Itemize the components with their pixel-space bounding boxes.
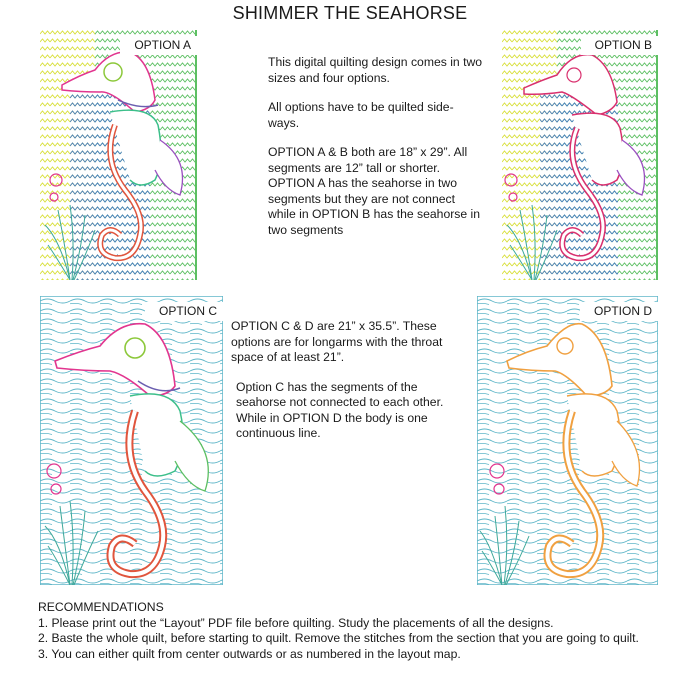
intro-paragraph: All options have to be quilted side-ways.	[268, 100, 454, 130]
option-d-label: OPTION D	[580, 302, 658, 321]
option-c-quilt-image	[40, 296, 223, 585]
option-a-panel	[40, 30, 197, 280]
option-cd-paragraph: OPTION C & D are 21” x 35.5”. These options are for longarms with the throat space of at least 21”.	[231, 319, 443, 364]
recommendations-section	[38, 600, 688, 662]
option-cd-paragraph: Option C has the segments of the seahorse not connected to each other. While in OPTION D the body is one continuous line.	[236, 379, 444, 440]
intro-paragraph: OPTION A & B both are 18” x 29”. All segments are 12” tall or shorter. OPTION A has the seahorse in two segments but they are not connect while in OPTION B has the seahorse in two segments	[268, 145, 481, 237]
recommendation-item: 3. You can either quilt from center outwards or as numbered in the layout map.	[38, 646, 461, 661]
recommendation-item: 1. Please print out the “Layout” PDF file before quilting. Study the placements of all the designs.	[38, 615, 554, 630]
option-a-label: OPTION A	[120, 36, 197, 55]
option-b-panel	[502, 30, 658, 280]
option-a-quilt-image	[40, 30, 197, 280]
option-c-label: OPTION C	[145, 302, 223, 321]
intro-paragraph: This digital quilting design comes in two sizes and four options.	[268, 55, 483, 85]
recommendation-item: 2. Baste the whole quilt, before starting to quilt. Remove the stitches from the section that you are going to quilt.	[38, 631, 639, 645]
option-c-panel	[40, 296, 223, 585]
recommendations-heading: RECOMMENDATIONS	[38, 600, 164, 614]
page-title: SHIMMER THE SEAHORSE	[232, 3, 468, 23]
intro-description	[268, 55, 483, 252]
option-cd-description	[231, 319, 471, 456]
option-d-quilt-image	[477, 296, 658, 585]
option-d-panel	[477, 296, 658, 585]
option-b-label: OPTION B	[581, 36, 658, 55]
option-b-quilt-image	[502, 30, 658, 280]
